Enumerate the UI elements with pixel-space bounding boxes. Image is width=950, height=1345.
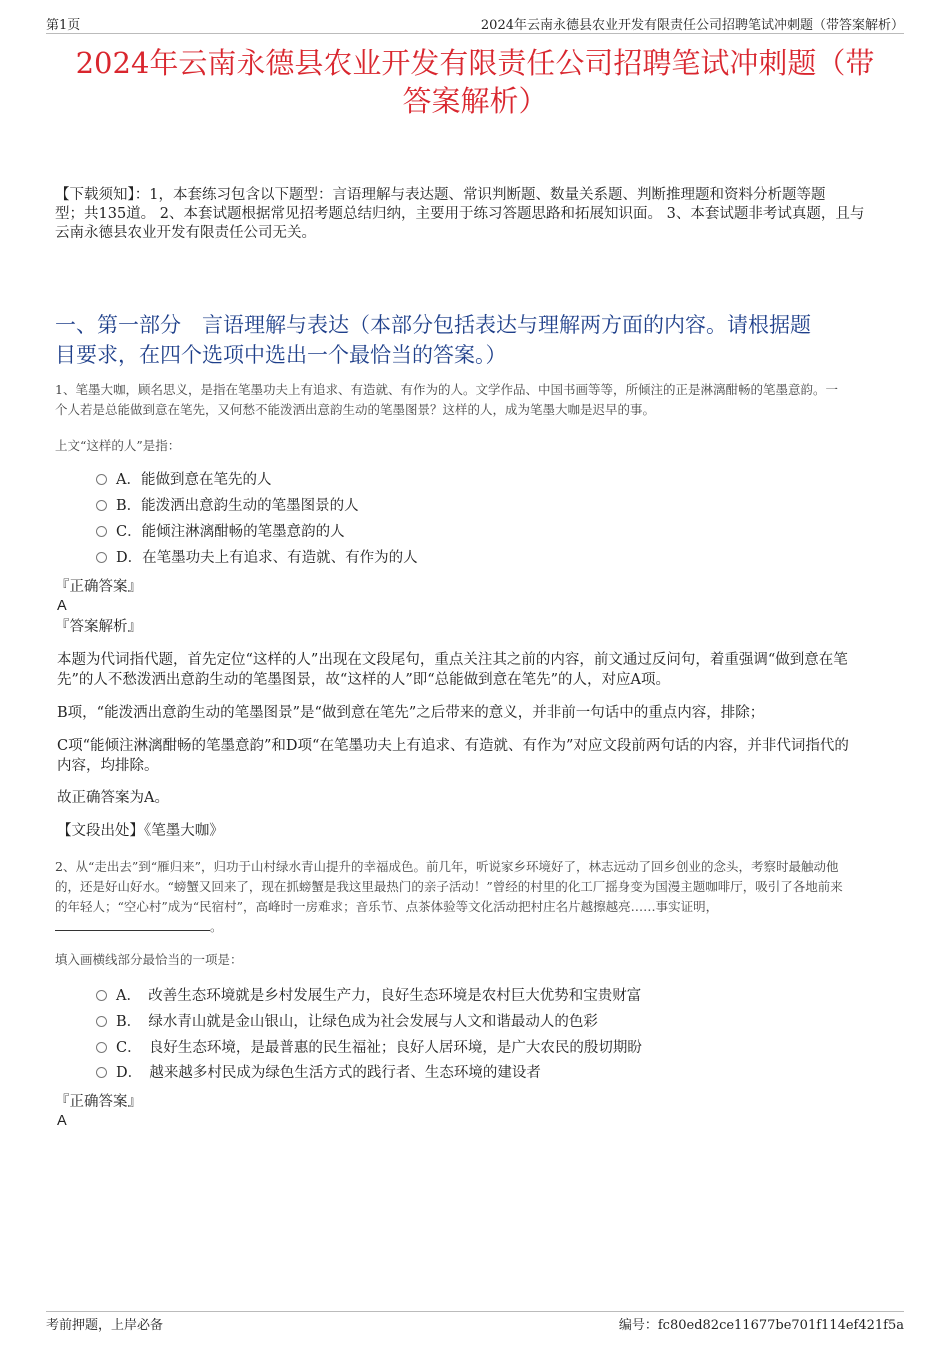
option-label: B．能泼洒出意韵生动的笔墨图景的人 — [116, 498, 359, 514]
q1-option-b[interactable] — [96, 496, 359, 516]
question-1-prompt: 上文“这样的人”是指： — [55, 438, 181, 453]
footer-slogan: 考前押题，上岸必备 — [46, 1318, 164, 1333]
analysis-line: 先”的人不愁泼洒出意韵生动的笔墨图景，故“这样的人”即“总能做到意在笔先”的人，对应A项。 — [57, 672, 671, 688]
option-label: B． 绿水青山就是金山银山，让绿色成为社会发展与人文和谐最动人的色彩 — [116, 1014, 598, 1030]
q2-option-d[interactable] — [96, 1063, 541, 1083]
download-notice — [55, 186, 904, 243]
notice-line: 云南永德县农业开发有限责任公司无关。 — [55, 225, 316, 241]
radio-icon[interactable] — [96, 1042, 107, 1053]
title-line-1: 2024年云南永德县农业开发有限责任公司招聘笔试冲刺题（带 — [75, 46, 875, 80]
radio-icon[interactable] — [96, 1067, 107, 1078]
q2-option-b[interactable] — [96, 1012, 598, 1032]
q2-answer-label: 『正确答案』 — [55, 1094, 142, 1110]
option-label: C． 良好生态环境，是最普惠的民生福祉；良好人居环境，是广大农民的殷切期盼 — [116, 1040, 642, 1056]
analysis-paragraph — [57, 703, 904, 723]
analysis-line: C项“能倾注淋漓酣畅的笔墨意韵”和D项“在笔墨功夫上有追求、有造就、有作为”对应文段前两句话的内容，并非代词指代的 — [57, 738, 849, 754]
radio-icon[interactable] — [96, 474, 107, 485]
section-heading — [55, 310, 904, 370]
option-label: D． 越来越多村民成为绿色生活方式的践行者、生态环境的建设者 — [116, 1065, 541, 1081]
option-label: C．能倾注淋漓酣畅的笔墨意韵的人 — [116, 524, 345, 540]
section-line: 目要求，在四个选项中选出一个最恰当的答案。） — [55, 343, 507, 367]
analysis-paragraph — [57, 788, 904, 808]
q2-option-a[interactable] — [96, 986, 641, 1006]
q1-source: 【文段出处】《笔墨大咖》 — [57, 823, 224, 839]
analysis-paragraph — [57, 736, 904, 776]
q1-answer: A — [57, 598, 67, 614]
question-2-stem — [55, 857, 904, 937]
q1-option-c[interactable] — [96, 522, 345, 542]
header-divider — [46, 33, 904, 34]
notice-line: 【下载须知】：1，本套练习包含以下题型：言语理解与表达题、常识判断题、数量关系题、判断推理题和资料分析题等题 — [55, 187, 826, 203]
analysis-line: 故正确答案为A。 — [57, 790, 169, 806]
stem-line: 的年轻人；“空心村”成为“民宿村”，高峰时一房难求；音乐节、点茶体验等文化活动把村庄名片越擦越亮……事实证明， — [55, 899, 719, 914]
header-doc-title: 2024年云南永德县农业开发有限责任公司招聘笔试冲刺题（带答案解析） — [480, 18, 904, 33]
stem-line: 2、从“走出去”到“雁归来”，归功于山村绿水青山提升的幸福成色。前几年，听说家乡环境好了，林志远动了回乡创业的念头，考察时最触动他 — [55, 859, 839, 874]
analysis-line: 内容，均排除。 — [57, 758, 159, 774]
option-label: A． 改善生态环境就是乡村发展生产力，良好生态环境是农村巨大优势和宝贵财富 — [116, 988, 642, 1004]
q2-answer: A — [57, 1113, 67, 1129]
analysis-paragraph — [57, 650, 904, 690]
question-2-prompt: 填入画横线部分最恰当的一项是： — [55, 952, 243, 967]
page-title — [46, 44, 904, 120]
radio-icon[interactable] — [96, 526, 107, 537]
title-line-2: 答案解析） — [402, 84, 548, 118]
section-line: 一、第一部分 言语理解与表达（本部分包括表达与理解两方面的内容。请根据题 — [55, 313, 811, 337]
radio-icon[interactable] — [96, 1016, 107, 1027]
stem-line: 个人若是总能做到意在笔先，又何愁不能泼洒出意韵生动的笔墨图景？这样的人，成为笔墨大咖是迟早的事。 — [55, 402, 656, 417]
notice-line: 型；共135道。 2、本套试题根据常见招考题总结归纳，主要用于练习答题思路和拓展知识面。 3、本套试题非考试真题，且与 — [55, 206, 865, 222]
q1-option-a[interactable] — [96, 470, 271, 490]
stem-line — [55, 917, 904, 937]
footer-divider — [46, 1311, 904, 1312]
question-1-stem — [55, 380, 904, 420]
q2-option-c[interactable] — [96, 1038, 642, 1058]
page-number: 第1页 — [46, 18, 81, 33]
stem-line: 1、笔墨大咖，顾名思义，是指在笔墨功夫上有追求、有造就、有作为的人。文学作品、中国书画等等，所倾注的正是淋漓酣畅的笔墨意韵。一 — [55, 382, 838, 397]
analysis-line: B项，“能泼洒出意韵生动的笔墨图景”是“做到意在笔先”之后带来的意义，并非前一句话中的重点内容，排除； — [57, 705, 765, 721]
blank-end: 。 — [210, 919, 223, 934]
q1-option-d[interactable] — [96, 548, 418, 568]
option-label: D．在笔墨功夫上有追求、有造就、有作为的人 — [116, 550, 418, 566]
q1-answer-label: 『正确答案』 — [55, 579, 142, 595]
stem-line: 的，还是好山好水。“螃蟹又回来了，现在抓螃蟹是我这里最热门的亲子活动！”曾经的村里的化工厂摇身变为国漫主题咖啡厅，吸引了各地前来 — [55, 879, 843, 894]
radio-icon[interactable] — [96, 500, 107, 511]
analysis-line: 本题为代词指代题，首先定位“这样的人”出现在文段尾句，重点关注其之前的内容，前文通过反问句，着重强调“做到意在笔 — [57, 652, 848, 668]
radio-icon[interactable] — [96, 552, 107, 563]
fill-blank — [55, 918, 210, 931]
document-id: 编号：fc80ed82ce11677be701f114ef421f5a — [618, 1318, 904, 1333]
q1-analysis-label: 『答案解析』 — [55, 619, 142, 635]
radio-icon[interactable] — [96, 990, 107, 1001]
option-label: A．能做到意在笔先的人 — [116, 472, 272, 488]
